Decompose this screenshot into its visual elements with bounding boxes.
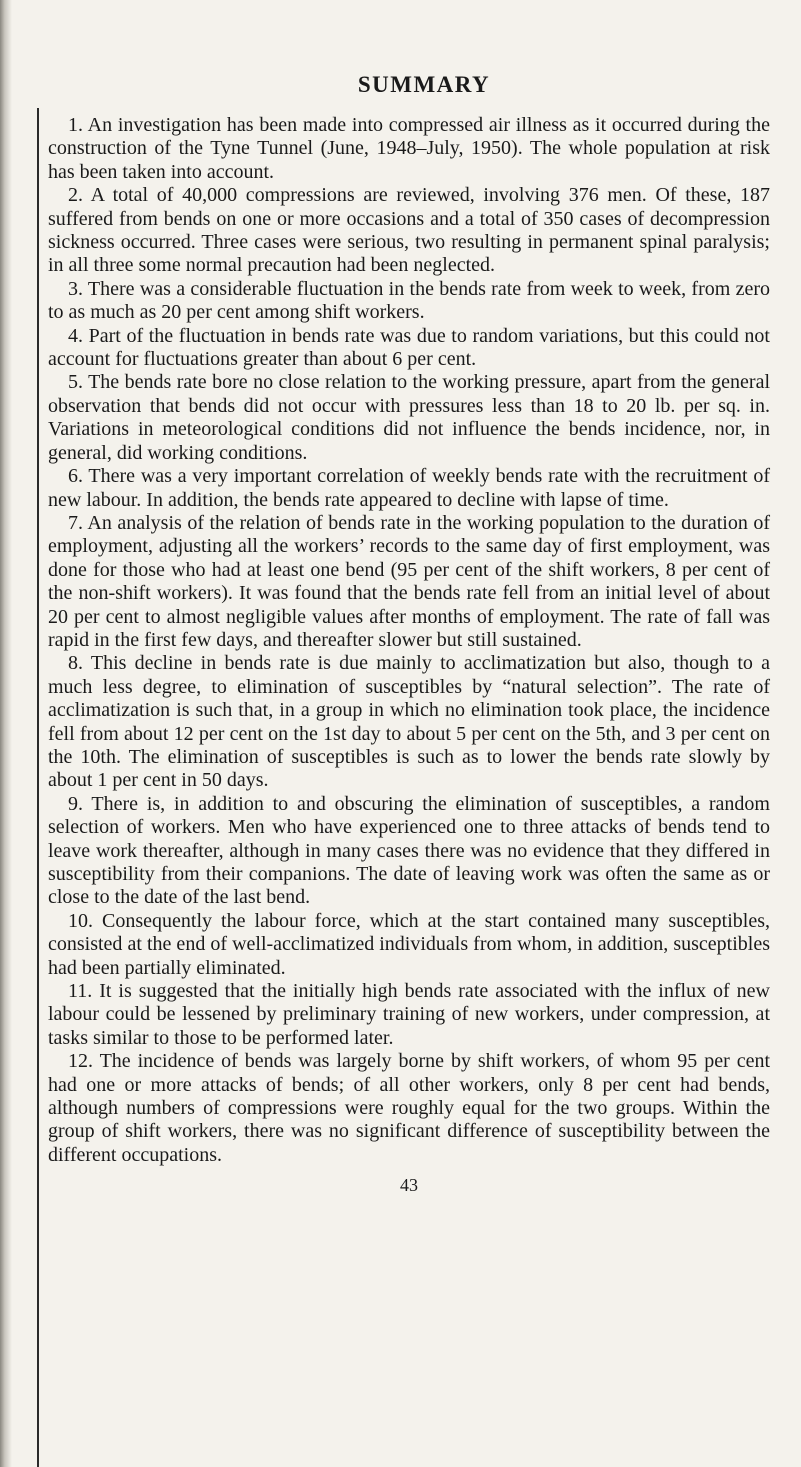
paragraph-12: 12. The incidence of bends was largely borne by shift workers, of whom 95 per cent had one or more attacks of bends; of all other workers, only 8 per cent had bends, although numbers of compressions were roughly equal for the two groups. Within the group of shift workers, there was no significant difference of susceptibility between the different occupations. — [48, 1050, 770, 1166]
paragraph-1: 1. An investigation has been made into compressed air illness as it occurred during the construction of the Tyne Tunnel (June, 1948–July, 1950). The whole population at risk has been taken into account. — [48, 114, 770, 183]
paragraph-7: 7. An analysis of the relation of bends rate in the working population to the duration of employment, adjusting all the workers’ records to the same day of first employment, was done for those who had at least one bend (95 per cent of the shift workers, 8 per cent of the non-shift workers). It was found that the bends rate fell from an initial level of about 20 per cent to almost negligible values after months of employment. The rate of fall was rapid in the first few days, and thereafter slower but still sustained. — [48, 511, 770, 651]
page-title: SUMMARY — [357, 72, 491, 97]
page-number: 43 — [400, 1175, 418, 1196]
paragraph-11: 11. It is suggested that the initially high bends rate associated with the influx of new labour could be lessened by preliminary training of new workers, under compression, at tasks similar to those to be performed later. — [48, 980, 770, 1049]
paragraph-9: 9. There is, in addition to and obscuring the elimination of susceptibles, a random selection of workers. Men who have experienced one to three attacks of bends tend to leave work thereafter, although in many cases there was no evidence that they differed in susceptibility from their companions. The date of leaving work was often the same as or close to the date of the last bend. — [48, 792, 770, 909]
paragraph-6: 6. There was a very important correlation of weekly bends rate with the recruitment of new labour. In addition, the bends rate appeared to decline with lapse of time. — [48, 465, 770, 511]
paragraph-2: 2. A total of 40,000 compressions are reviewed, involving 376 men. Of these, 187 suffered from bends on one or more occasions and a total of 350 cases of decompression sickness occurred. Three cases were serious, two resulting in permanent spinal paralysis; in all three some normal precaution had been neglected. — [48, 184, 770, 277]
binding-shadow — [0, 0, 12, 1467]
paragraph-3: 3. There was a considerable fluctuation in the bends rate from week to week, from zero to as much as 20 per cent among shift workers. — [48, 277, 770, 324]
paragraph-4: 4. Part of the fluctuation in bends rate was due to random variations, but this could not account for fluctuations greater than about 6 per cent. — [48, 324, 770, 371]
paragraph-5: 5. The bends rate bore no close relation to the working pressure, apart from the general observation that bends did not occur with pressures less than 18 to 20 lb. per sq. in. Variations in meteorological conditions did not influence the bends incidence, nor, in general, did working conditions. — [48, 371, 770, 464]
binding-edge-line — [37, 108, 39, 1467]
paragraph-8: 8. This decline in bends rate is due mainly to acclimatization but also, though to a much less degree, to elimination of susceptibles by “natural selection”. The rate of acclimatization is such that, in a group in which no elimination took place, the incidence fell from about 12 per cent on the 1st day to about 5 per cent on the 5th, and 3 per cent on the 10th. The elimination of susceptibles is such as to lower the bends rate slowly by about 1 per cent in 50 days. — [48, 652, 770, 792]
paragraph-10: 10. Consequently the labour force, which at the start contained many susceptibles, consisted at the end of well-acclimatized individuals from whom, in addition, susceptibles had been partially eliminated. — [48, 909, 770, 979]
document-page — [48, 72, 770, 1196]
